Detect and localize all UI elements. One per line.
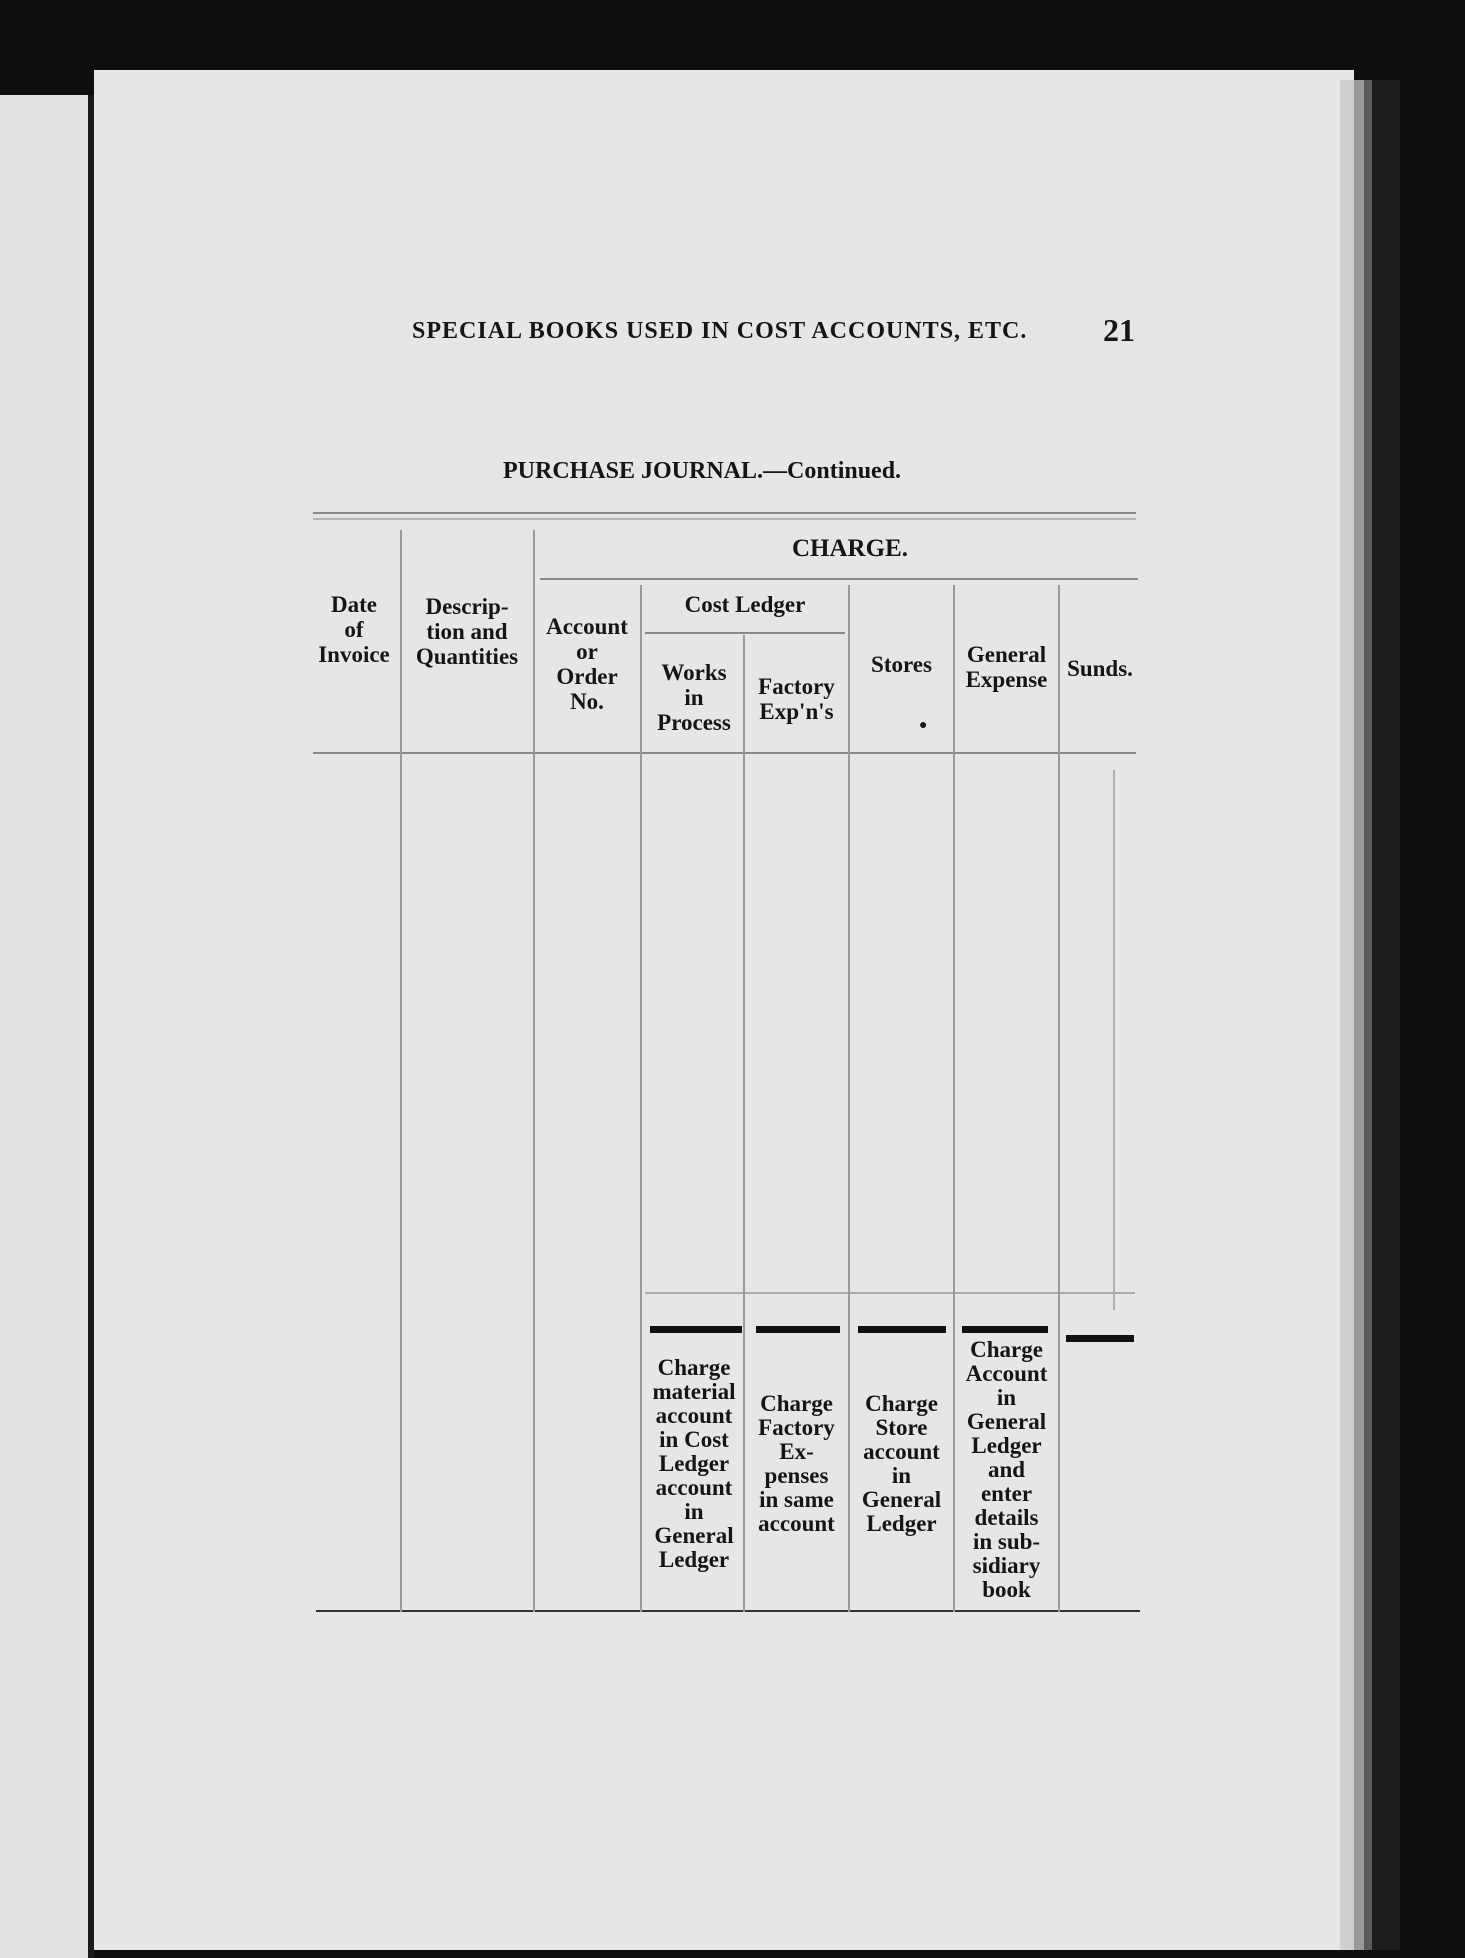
general-total-line: [962, 1326, 1048, 1333]
charge-rule: [540, 578, 1138, 580]
note-works: [645, 1356, 743, 1572]
note-works-line-3: account: [655, 1403, 733, 1428]
col-general-line-2: Expense: [965, 667, 1048, 692]
sunds-inner-rule: [1113, 770, 1115, 1310]
col-factory-line-1: Factory: [758, 674, 835, 699]
note-general-line-5: Ledger: [971, 1433, 1042, 1458]
note-works-line-5: Ledger: [658, 1451, 730, 1476]
note-factory-line-1: Charge: [760, 1391, 833, 1416]
table-bottom-rule: [316, 1610, 1140, 1612]
col-factory-line-2: Exp'n's: [759, 699, 834, 724]
col-date-line-3: Invoice: [318, 642, 390, 667]
col-stores-heading: Stores: [871, 652, 932, 677]
note-stores-line-4: in: [891, 1463, 912, 1488]
note-general: [955, 1338, 1058, 1602]
col-factory-heading: [745, 674, 848, 724]
note-general-line-10: sidiary: [972, 1553, 1041, 1578]
table-top-rule-2: [313, 518, 1136, 520]
header-bottom-rule: [313, 752, 1136, 754]
note-general-line-4: General: [966, 1409, 1047, 1434]
note-factory-line-5: in same: [759, 1487, 834, 1512]
col-date-line-2: of: [344, 617, 364, 642]
note-general-line-2: Account: [965, 1361, 1048, 1386]
note-stores-line-1: Charge: [865, 1391, 938, 1416]
factory-total-line: [756, 1326, 840, 1333]
note-works-line-4: in Cost: [659, 1427, 729, 1452]
note-factory-line-6: account: [758, 1511, 835, 1536]
table-title: PURCHASE JOURNAL.—Continued.: [503, 458, 902, 484]
col-description-line-3: Quantities: [415, 644, 519, 669]
note-general-line-3: in: [996, 1385, 1017, 1410]
note-works-line-6: account: [655, 1475, 733, 1500]
note-stores-line-6: Ledger: [866, 1511, 937, 1536]
col-rule-account: [640, 585, 642, 1612]
note-factory: [745, 1392, 848, 1536]
col-account-line-3: Order: [556, 664, 618, 689]
table-top-rule: [313, 512, 1136, 514]
col-works-line-3: Process: [657, 710, 731, 735]
col-sunds-heading: Sunds.: [1067, 656, 1133, 681]
note-factory-line-4: penses: [764, 1463, 829, 1488]
col-rule-general: [1058, 585, 1060, 1612]
page-edge: [1340, 80, 1400, 1950]
col-description-heading: [402, 594, 532, 669]
note-general-line-7: enter: [980, 1481, 1033, 1506]
col-description-line-2: tion and: [426, 619, 508, 644]
stores-dot: ●: [919, 718, 928, 733]
note-works-line-8: General: [654, 1523, 734, 1548]
note-stores-line-2: Store: [875, 1415, 928, 1440]
col-description-line-1: Descrip-: [425, 594, 509, 619]
note-general-line-6: and: [987, 1457, 1026, 1482]
note-general-line-9: in sub-: [972, 1529, 1041, 1554]
note-works-line-1: Charge: [657, 1355, 731, 1380]
col-account-line-4: No.: [570, 689, 604, 714]
sunds-total-line: [1066, 1335, 1134, 1342]
note-stores-line-3: account: [863, 1439, 940, 1464]
charge-heading: CHARGE.: [792, 535, 908, 562]
col-date-line-1: Date: [331, 592, 377, 617]
col-rule-date: [400, 530, 402, 1612]
col-general-heading: [955, 642, 1058, 692]
note-works-line-9: Ledger: [658, 1547, 730, 1572]
col-account-line-2: or: [576, 639, 598, 664]
cost-ledger-heading: Cost Ledger: [684, 592, 806, 617]
page-number: 21: [1103, 312, 1135, 348]
col-general-line-1: General: [966, 642, 1047, 667]
subtotal-rule: [645, 1292, 1135, 1294]
running-title: SPECIAL BOOKS USED IN COST ACCOUNTS, ETC.: [412, 318, 1028, 344]
note-general-line-1: Charge: [970, 1337, 1043, 1362]
note-works-line-2: material: [652, 1379, 736, 1404]
col-works-line-2: in: [684, 685, 704, 710]
book-page: [94, 70, 1354, 1950]
note-factory-line-3: Ex-: [779, 1439, 814, 1464]
stores-total-line: [858, 1326, 946, 1333]
col-works-line-1: Works: [661, 660, 727, 685]
note-general-line-11: book: [982, 1577, 1031, 1602]
note-factory-line-2: Factory: [758, 1415, 835, 1440]
note-stores-line-5: General: [861, 1487, 942, 1512]
cost-ledger-rule: [645, 632, 845, 634]
note-works-line-7: in: [684, 1499, 704, 1524]
col-account-line-1: Account: [546, 614, 628, 639]
note-general-line-8: details: [974, 1505, 1039, 1530]
note-stores: [850, 1392, 953, 1536]
col-works-heading: [645, 660, 743, 735]
works-total-line: [650, 1326, 742, 1333]
col-account-heading: [535, 614, 639, 714]
col-date-heading: [309, 592, 399, 667]
